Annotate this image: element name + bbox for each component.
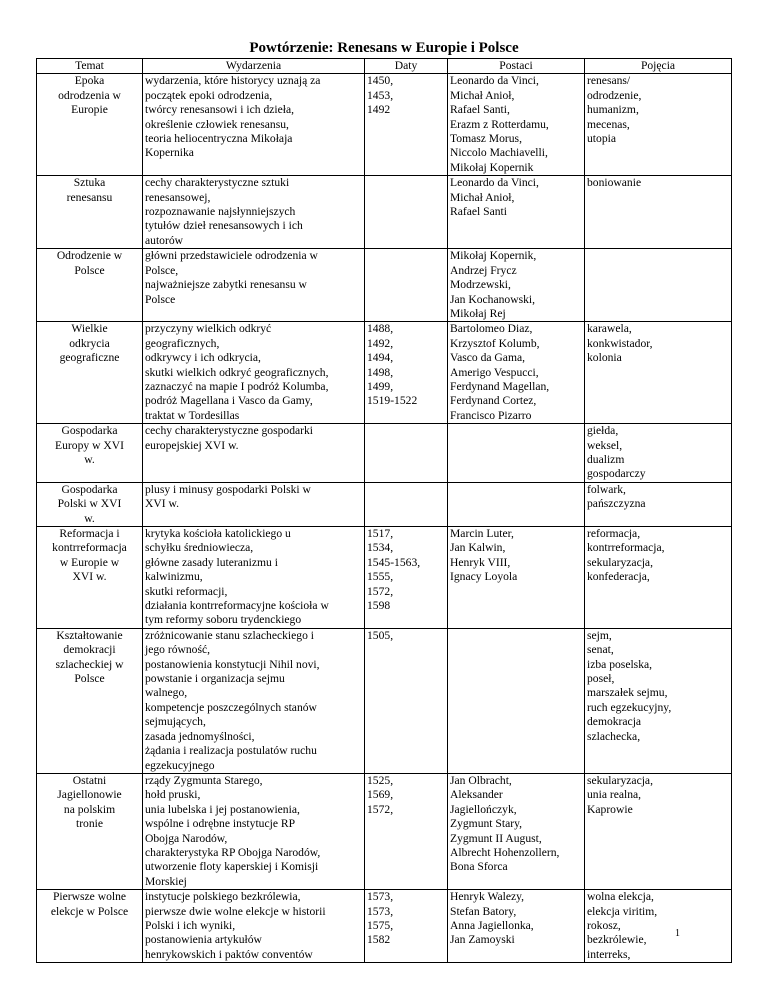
cell-wydarzenia: główni przedstawiciele odrodzenia w Polsce, najważniejsze zabytki renesansu w Polsce <box>143 249 365 322</box>
cell-pojecia: folwark, pańszczyzna <box>585 482 732 526</box>
cell-temat: Kształtowanie demokracji szlacheckiej w Polsce <box>37 628 143 773</box>
cell-daty <box>365 424 448 483</box>
cell-pojecia: sekularyzacja, unia realna, Kaprowie <box>585 773 732 889</box>
header-wydarzenia: Wydarzenia <box>143 59 365 74</box>
cell-pojecia: renesans/ odrodzenie, humanizm, mecenas, utopia <box>585 74 732 176</box>
cell-postaci: Bartolomeo Diaz, Krzysztof Kolumb, Vasco da Gama, Amerigo Vespucci, Ferdynand Magellan, Ferdynand Cortez, Francisco Pizarro <box>448 322 585 424</box>
cell-pojecia <box>585 249 732 322</box>
cell-wydarzenia: cechy charakterystyczne gospodarki europejskiej XVI w. <box>143 424 365 483</box>
table-row <box>37 424 732 483</box>
header-pojecia: Pojęcia <box>585 59 732 74</box>
cell-postaci: Leonardo da Vinci, Michał Anioł, Rafael Santi, Erazm z Rotterdamu, Tomasz Morus, Niccolo Machiavelli, Mikołaj Kopernik <box>448 74 585 176</box>
header-daty: Daty <box>365 59 448 74</box>
cell-temat: Gospodarka Polski w XVI w. <box>37 482 143 526</box>
cell-pojecia: boniowanie <box>585 176 732 249</box>
cell-pojecia: karawela, konkwistador, kolonia <box>585 322 732 424</box>
table-row <box>37 249 732 322</box>
cell-pojecia: wolna elekcja, elekcja viritim, rokosz, bezkrólewie, interreks, <box>585 890 732 963</box>
page-title: Powtórzenie: Renesans w Europie i Polsce <box>249 40 519 56</box>
cell-wydarzenia: cechy charakterystyczne sztuki renesansowej, rozpoznawanie najsłynniejszych tytułów dzieł renesansowych i ich autorów <box>143 176 365 249</box>
cell-daty <box>365 249 448 322</box>
table-row <box>37 176 732 249</box>
cell-temat: Wielkie odkrycia geograficzne <box>37 322 143 424</box>
cell-postaci: Henryk Walezy, Stefan Batory, Anna Jagiellonka, Jan Zamoyski <box>448 890 585 963</box>
cell-daty: 1525, 1569, 1572, <box>365 773 448 889</box>
table-row <box>37 482 732 526</box>
table-row <box>37 773 732 889</box>
cell-postaci <box>448 482 585 526</box>
cell-pojecia: sejm, senat, izba poselska, poseł, marszałek sejmu, ruch egzekucyjny, demokracja szlachecka, <box>585 628 732 773</box>
cell-temat: Odrodzenie w Polsce <box>37 249 143 322</box>
cell-wydarzenia: krytyka kościoła katolickiego u schyłku średniowiecza, główne zasady luteranizmu i kalwinizmu, skutki reformacji, działania kontrreformacyjne kościoła w tym reformy soboru trydenckiego <box>143 527 365 629</box>
cell-pojecia: giełda, weksel, dualizm gospodarczy <box>585 424 732 483</box>
cell-temat: Gospodarka Europy w XVI w. <box>37 424 143 483</box>
table-row <box>37 322 732 424</box>
table-row <box>37 527 732 629</box>
cell-wydarzenia: rządy Zygmunta Starego, hołd pruski, unia lubelska i jej postanowienia, wspólne i odrębne instytucje RP Obojga Narodów, charakterystyka RP Obojga Narodów, utworzenie floty kaperskiej i Komisji Morskiej <box>143 773 365 889</box>
cell-postaci: Mikołaj Kopernik, Andrzej Frycz Modrzewski, Jan Kochanowski, Mikołaj Rej <box>448 249 585 322</box>
cell-daty: 1450, 1453, 1492 <box>365 74 448 176</box>
cell-postaci: Leonardo da Vinci, Michał Anioł, Rafael Santi <box>448 176 585 249</box>
cell-wydarzenia: zróżnicowanie stanu szlacheckiego i jego równość, postanowienia konstytucji Nihil novi, powstanie i organizacja sejmu walnego, kompetencje poszczególnych stanów sejmujących, zasada jednomyślności, żądania i realizacja postulatów ruchu egzekucyjnego <box>143 628 365 773</box>
table-row <box>37 890 732 963</box>
cell-wydarzenia: przyczyny wielkich odkryć geograficznych, odkrywcy i ich odkrycia, skutki wielkich odkryć geograficznych, zaznaczyć na mapie I podróż Kolumba, podróż Magellana i Vasco da Gamy, traktat w Tordesillas <box>143 322 365 424</box>
table-row <box>37 74 732 176</box>
header-postaci: Postaci <box>448 59 585 74</box>
cell-daty: 1517, 1534, 1545-1563, 1555, 1572, 1598 <box>365 527 448 629</box>
cell-daty <box>365 176 448 249</box>
cell-daty: 1505, <box>365 628 448 773</box>
cell-temat: Reformacja i kontrreformacja w Europie w XVI w. <box>37 527 143 629</box>
cell-pojecia: reformacja, kontrreformacja, sekularyzacja, konfederacja, <box>585 527 732 629</box>
cell-temat: Sztuka renesansu <box>37 176 143 249</box>
cell-daty <box>365 482 448 526</box>
cell-daty: 1573, 1573, 1575, 1582 <box>365 890 448 963</box>
table-row <box>37 628 732 773</box>
cell-postaci: Jan Olbracht, Aleksander Jagiellończyk, Zygmunt Stary, Zygmunt II August, Albrecht Hohenzollern, Bona Sforca <box>448 773 585 889</box>
cell-postaci: Marcin Luter, Jan Kalwin, Henryk VIII, Ignacy Loyola <box>448 527 585 629</box>
cell-postaci <box>448 424 585 483</box>
summary-table <box>36 58 732 963</box>
header-temat: Temat <box>37 59 143 74</box>
page-number: 1 <box>675 928 680 939</box>
cell-daty: 1488, 1492, 1494, 1498, 1499, 1519-1522 <box>365 322 448 424</box>
cell-temat: Pierwsze wolne elekcje w Polsce <box>37 890 143 963</box>
cell-temat: Ostatni Jagiellonowie na polskim tronie <box>37 773 143 889</box>
header-row <box>37 59 732 74</box>
cell-wydarzenia: instytucje polskiego bezkrólewia, pierwsze dwie wolne elekcje w historii Polski i ich wyniki, postanowienia artykułów henrykowskich i paktów conventów <box>143 890 365 963</box>
cell-temat: Epoka odrodzenia w Europie <box>37 74 143 176</box>
cell-postaci <box>448 628 585 773</box>
cell-wydarzenia: wydarzenia, które historycy uznają za początek epoki odrodzenia, twórcy renesansowi i ich dzieła, określenie człowiek renesansu, teoria heliocentryczna Mikołaja Kopernika <box>143 74 365 176</box>
cell-wydarzenia: plusy i minusy gospodarki Polski w XVI w. <box>143 482 365 526</box>
